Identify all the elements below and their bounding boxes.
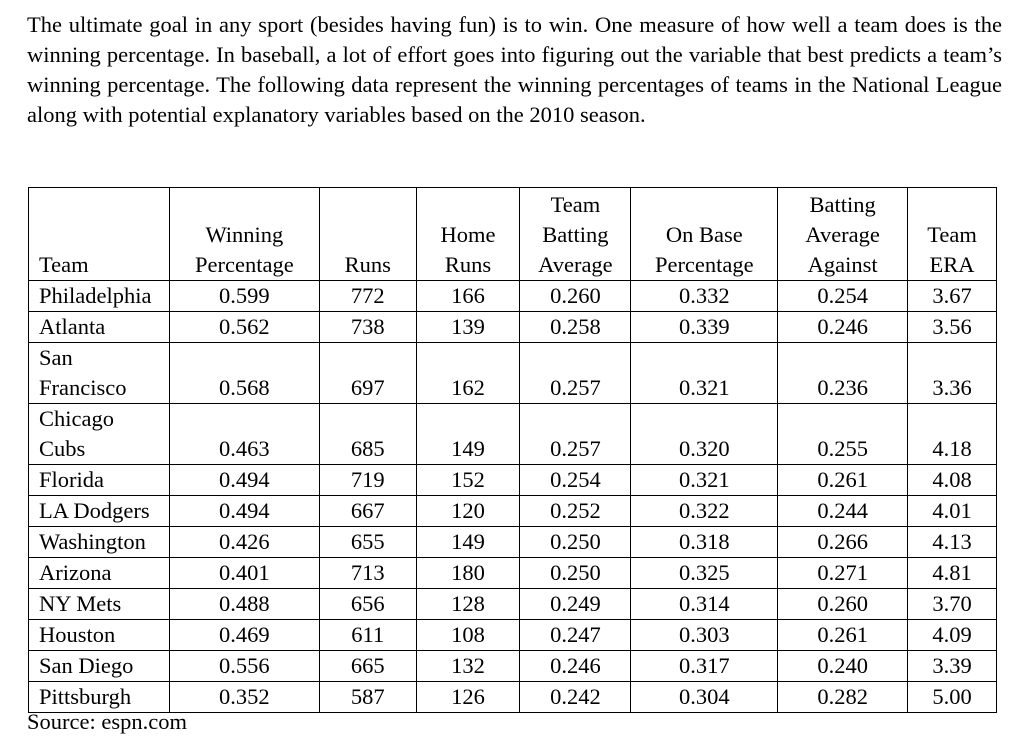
table-cell: 4.01 xyxy=(908,496,997,527)
table-cell: 108 xyxy=(416,620,520,651)
table-cell: 0.255 xyxy=(778,404,908,465)
table-cell: 0.494 xyxy=(169,496,319,527)
table-cell: 611 xyxy=(319,620,416,651)
table-cell: 139 xyxy=(416,312,520,343)
table-cell: 772 xyxy=(319,281,416,312)
table-cell: 0.246 xyxy=(520,651,631,682)
table-cell: 180 xyxy=(416,558,520,589)
table-cell: 0.562 xyxy=(169,312,319,343)
table-cell: 0.568 xyxy=(169,343,319,404)
table-row xyxy=(29,620,997,651)
table-cell: 0.314 xyxy=(631,589,778,620)
table-cell: 719 xyxy=(319,465,416,496)
team-name-cell: San Diego xyxy=(29,651,170,682)
table-row xyxy=(29,527,997,558)
table-cell: 4.09 xyxy=(908,620,997,651)
table-cell: 149 xyxy=(416,404,520,465)
table-cell: 0.260 xyxy=(520,281,631,312)
table-cell: 0.488 xyxy=(169,589,319,620)
table-cell: 0.303 xyxy=(631,620,778,651)
column-header: Winning Percentage xyxy=(169,188,319,281)
team-name-cell: Florida xyxy=(29,465,170,496)
table-cell: 0.599 xyxy=(169,281,319,312)
table-cell: 0.320 xyxy=(631,404,778,465)
table-cell: 149 xyxy=(416,527,520,558)
table-cell: 0.266 xyxy=(778,527,908,558)
team-stats-table xyxy=(28,187,997,713)
column-header: Runs xyxy=(319,188,416,281)
table-cell: 0.282 xyxy=(778,682,908,713)
table-cell: 0.247 xyxy=(520,620,631,651)
table-body xyxy=(29,281,997,713)
table-cell: 0.254 xyxy=(520,465,631,496)
column-header: Home Runs xyxy=(416,188,520,281)
column-header: Team Batting Average xyxy=(520,188,631,281)
table-cell: 0.322 xyxy=(631,496,778,527)
table-row xyxy=(29,465,997,496)
column-header: Batting Average Against xyxy=(778,188,908,281)
table-cell: 0.250 xyxy=(520,558,631,589)
table-cell: 3.70 xyxy=(908,589,997,620)
table-cell: 0.463 xyxy=(169,404,319,465)
table-cell: 4.08 xyxy=(908,465,997,496)
table-cell: 3.56 xyxy=(908,312,997,343)
table-row xyxy=(29,312,997,343)
table-cell: 0.271 xyxy=(778,558,908,589)
table-cell: 3.36 xyxy=(908,343,997,404)
table-cell: 0.242 xyxy=(520,682,631,713)
table-row xyxy=(29,343,997,404)
table-cell: 713 xyxy=(319,558,416,589)
table-cell: 0.321 xyxy=(631,465,778,496)
table-cell: 0.332 xyxy=(631,281,778,312)
team-name-cell: Atlanta xyxy=(29,312,170,343)
table-cell: 0.556 xyxy=(169,651,319,682)
table-cell: 0.246 xyxy=(778,312,908,343)
table-cell: 0.257 xyxy=(520,404,631,465)
table-cell: 0.261 xyxy=(778,465,908,496)
table-cell: 162 xyxy=(416,343,520,404)
table-cell: 0.352 xyxy=(169,682,319,713)
column-header-team: Team xyxy=(29,188,170,281)
table-cell: 655 xyxy=(319,527,416,558)
team-name-cell: Philadelphia xyxy=(29,281,170,312)
table-cell: 0.244 xyxy=(778,496,908,527)
table-header-row xyxy=(29,188,997,281)
team-name-cell: Pittsburgh xyxy=(29,682,170,713)
table-cell: 0.426 xyxy=(169,527,319,558)
table-cell: 5.00 xyxy=(908,682,997,713)
table-cell: 0.250 xyxy=(520,527,631,558)
table-cell: 4.13 xyxy=(908,527,997,558)
team-name-cell: San Francisco xyxy=(29,343,170,404)
table-cell: 0.258 xyxy=(520,312,631,343)
team-name-cell: Washington xyxy=(29,527,170,558)
table-row xyxy=(29,281,997,312)
column-header: On Base Percentage xyxy=(631,188,778,281)
table-cell: 587 xyxy=(319,682,416,713)
table-cell: 0.249 xyxy=(520,589,631,620)
source-note: Source: espn.com xyxy=(27,709,187,734)
table-cell: 0.469 xyxy=(169,620,319,651)
table-cell: 128 xyxy=(416,589,520,620)
table-cell: 126 xyxy=(416,682,520,713)
table-cell: 4.81 xyxy=(908,558,997,589)
table-cell: 0.240 xyxy=(778,651,908,682)
table-cell: 132 xyxy=(416,651,520,682)
team-name-cell: Houston xyxy=(29,620,170,651)
table-cell: 0.339 xyxy=(631,312,778,343)
table-row xyxy=(29,496,997,527)
table-row xyxy=(29,651,997,682)
table-row xyxy=(29,404,997,465)
table-cell: 4.18 xyxy=(908,404,997,465)
table-cell: 152 xyxy=(416,465,520,496)
table-cell: 667 xyxy=(319,496,416,527)
table-cell: 665 xyxy=(319,651,416,682)
team-name-cell: NY Mets xyxy=(29,589,170,620)
team-name-cell: LA Dodgers xyxy=(29,496,170,527)
table-cell: 0.236 xyxy=(778,343,908,404)
table-cell: 0.325 xyxy=(631,558,778,589)
table-cell: 697 xyxy=(319,343,416,404)
table-cell: 0.321 xyxy=(631,343,778,404)
table-cell: 120 xyxy=(416,496,520,527)
table-cell: 3.67 xyxy=(908,281,997,312)
table-cell: 0.257 xyxy=(520,343,631,404)
column-header: Team ERA xyxy=(908,188,997,281)
table-row xyxy=(29,589,997,620)
table-cell: 166 xyxy=(416,281,520,312)
table-cell: 685 xyxy=(319,404,416,465)
table-row xyxy=(29,558,997,589)
intro-paragraph: The ultimate goal in any sport (besides having fun) is to win. One measure of how well a team does is the winning percentage. In baseball, a lot of effort goes into figuring out the variable that best predicts a team’s winning percentage. The following data represent the winning percentages of teams in the National League along with potential explanatory variables based on the 2010 season. xyxy=(27,12,1002,127)
team-name-cell: Arizona xyxy=(29,558,170,589)
table-cell: 0.318 xyxy=(631,527,778,558)
table-cell: 0.401 xyxy=(169,558,319,589)
team-name-cell: Chicago Cubs xyxy=(29,404,170,465)
table-cell: 0.254 xyxy=(778,281,908,312)
table-cell: 0.494 xyxy=(169,465,319,496)
table-cell: 0.252 xyxy=(520,496,631,527)
table-cell: 0.317 xyxy=(631,651,778,682)
table-cell: 656 xyxy=(319,589,416,620)
table-cell: 0.261 xyxy=(778,620,908,651)
table-cell: 3.39 xyxy=(908,651,997,682)
table-cell: 738 xyxy=(319,312,416,343)
table-cell: 0.304 xyxy=(631,682,778,713)
table-cell: 0.260 xyxy=(778,589,908,620)
